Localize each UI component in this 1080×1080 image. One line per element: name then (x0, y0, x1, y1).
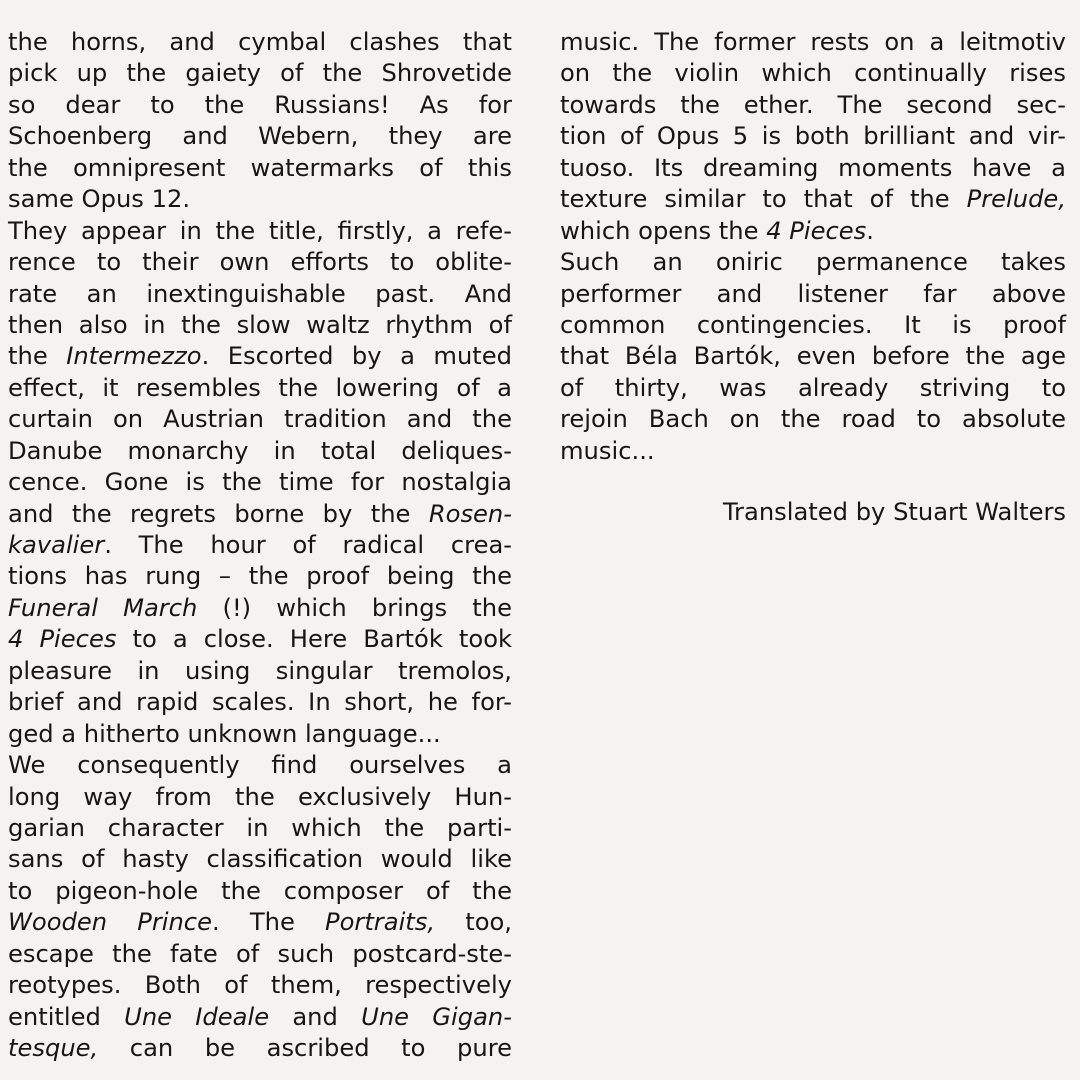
body-text: texture similar to that of the (560, 185, 967, 214)
text-line (8, 719, 512, 750)
text-line (8, 624, 512, 655)
body-text: the (8, 342, 67, 371)
body-text: the horns, and cymbal clashes that (8, 28, 512, 56)
italic-title-text: Prelude, (966, 185, 1066, 214)
body-text: Danube monarchy in total deliques- (8, 436, 512, 465)
text-line (8, 436, 512, 467)
text-line (560, 279, 1066, 310)
translator-credit: Translated by Stuart Walters (722, 498, 1066, 526)
body-text: and (269, 1002, 362, 1031)
body-text: music... (560, 436, 655, 465)
text-line (8, 27, 512, 58)
text-line (560, 121, 1066, 152)
body-text: entitled (8, 1002, 125, 1031)
right-text-column (560, 27, 1066, 467)
italic-title-text: Wooden Prince (8, 908, 212, 937)
text-line (8, 341, 512, 372)
text-line (8, 813, 512, 844)
body-text: of thirty, was already striving to (560, 373, 1066, 402)
body-text: We consequently find ourselves a (8, 751, 512, 780)
body-text: on the violin which continually rises (560, 59, 1066, 88)
text-line (8, 404, 512, 435)
body-text: to a close. Here Bartók took (116, 625, 512, 654)
body-text: reotypes. Both of them, respectively (8, 971, 512, 1000)
text-line (560, 58, 1066, 89)
body-text: too, (435, 908, 512, 937)
body-text: long way from the exclusively Hun- (8, 782, 512, 811)
text-line (8, 687, 512, 718)
text-line (8, 561, 512, 592)
body-text: rejoin Bach on the road to absolute (560, 405, 1066, 434)
body-text: . The hour of radical crea- (104, 531, 512, 559)
body-text: cence. Gone is the time for nostalgia (8, 468, 512, 497)
body-text: to pigeon-hole the composer of the (8, 876, 512, 905)
italic-title-text: Rosen- (428, 499, 512, 528)
text-line (8, 970, 512, 1001)
text-line (560, 27, 1066, 58)
body-text: brief and rapid scales. In short, he for- (8, 688, 512, 717)
text-line (560, 216, 1066, 247)
body-text: that Béla Bartók, even before the age (560, 342, 1066, 371)
body-text: which opens the (560, 216, 767, 245)
text-line (8, 530, 512, 561)
body-text: same Opus 12. (8, 185, 191, 214)
body-text: pick up the gaiety of the Shrovetide (8, 59, 512, 88)
text-line (8, 58, 512, 89)
body-text: towards the ether. The second sec- (560, 90, 1066, 119)
text-line (8, 373, 512, 404)
text-line (8, 184, 512, 215)
italic-title-text: Intermezzo (66, 342, 202, 371)
text-line (8, 121, 512, 152)
body-text: and the regrets borne by the (8, 499, 429, 528)
body-text: can be ascribed to pure (98, 1034, 512, 1062)
text-line (8, 247, 512, 278)
body-text: common contingencies. It is proof (560, 310, 1066, 339)
body-text: ged a hitherto unknown language... (8, 719, 441, 748)
italic-title-text: tesque, (8, 1034, 99, 1062)
body-text: tions has rung – the proof being the (8, 562, 512, 591)
italic-title-text: Une Gigan- (361, 1002, 512, 1031)
text-line (8, 782, 512, 813)
text-line (560, 404, 1066, 435)
text-line (560, 310, 1066, 341)
text-line (8, 90, 512, 121)
body-text: curtain on Austrian tradition and the (8, 405, 512, 434)
italic-title-text: Une Ideale (124, 1002, 270, 1031)
body-text: . Escorted by a muted (201, 342, 512, 371)
body-text: performer and listener far above (560, 279, 1066, 308)
italic-title-text: Portraits, (324, 908, 436, 937)
body-text: They appear in the title, firstly, a refe- (8, 216, 512, 245)
text-line (8, 467, 512, 498)
text-line (8, 907, 512, 938)
body-text: (!) which brings the (197, 593, 512, 622)
body-text: . (866, 216, 874, 245)
text-line (8, 750, 512, 781)
text-line (560, 153, 1066, 184)
text-line (8, 656, 512, 687)
body-text: music. The former rests on a leitmotiv (560, 28, 1066, 56)
text-line (8, 939, 512, 970)
body-text: tion of Opus 5 is both brilliant and vir- (560, 122, 1066, 151)
body-text: effect, it resembles the lowering of a (8, 373, 512, 402)
body-text: so dear to the Russians! As for (8, 90, 512, 119)
text-line (8, 310, 512, 341)
text-line (8, 279, 512, 310)
text-line (8, 216, 512, 247)
text-line (560, 90, 1066, 121)
body-text: the omnipresent watermarks of this (8, 153, 512, 182)
italic-title-text: kavalier (8, 531, 105, 559)
text-line (560, 373, 1066, 404)
body-text: pleasure in using singular tremolos, (8, 656, 512, 685)
body-text: garian character in which the parti- (8, 813, 512, 842)
body-text: escape the fate of such postcard-ste- (8, 939, 512, 968)
text-line (8, 844, 512, 875)
text-line (560, 436, 1066, 467)
body-text: rence to their own efforts to oblite- (8, 248, 512, 277)
body-text: . The (212, 908, 325, 937)
text-line (8, 499, 512, 530)
body-text: Schoenberg and Webern, they are (8, 122, 512, 151)
italic-title-text: Funeral March (8, 593, 198, 622)
text-line (8, 1002, 512, 1033)
italic-title-text: 4 Pieces (8, 625, 117, 654)
body-text: rate an inextinguishable past. And (8, 279, 512, 308)
body-text: then also in the slow waltz rhythm of (8, 310, 512, 339)
text-line (8, 876, 512, 907)
body-text: tuoso. Its dreaming moments have a (560, 153, 1066, 182)
text-line (8, 153, 512, 184)
text-line (560, 341, 1066, 372)
italic-title-text: 4 Pieces (766, 216, 867, 245)
text-line (560, 184, 1066, 215)
left-text-column (8, 27, 512, 1064)
body-text: sans of hasty classification would like (8, 845, 512, 874)
body-text: Such an oniric permanence takes (560, 248, 1066, 277)
text-line (560, 247, 1066, 278)
text-line (8, 1033, 512, 1064)
text-line (8, 593, 512, 624)
